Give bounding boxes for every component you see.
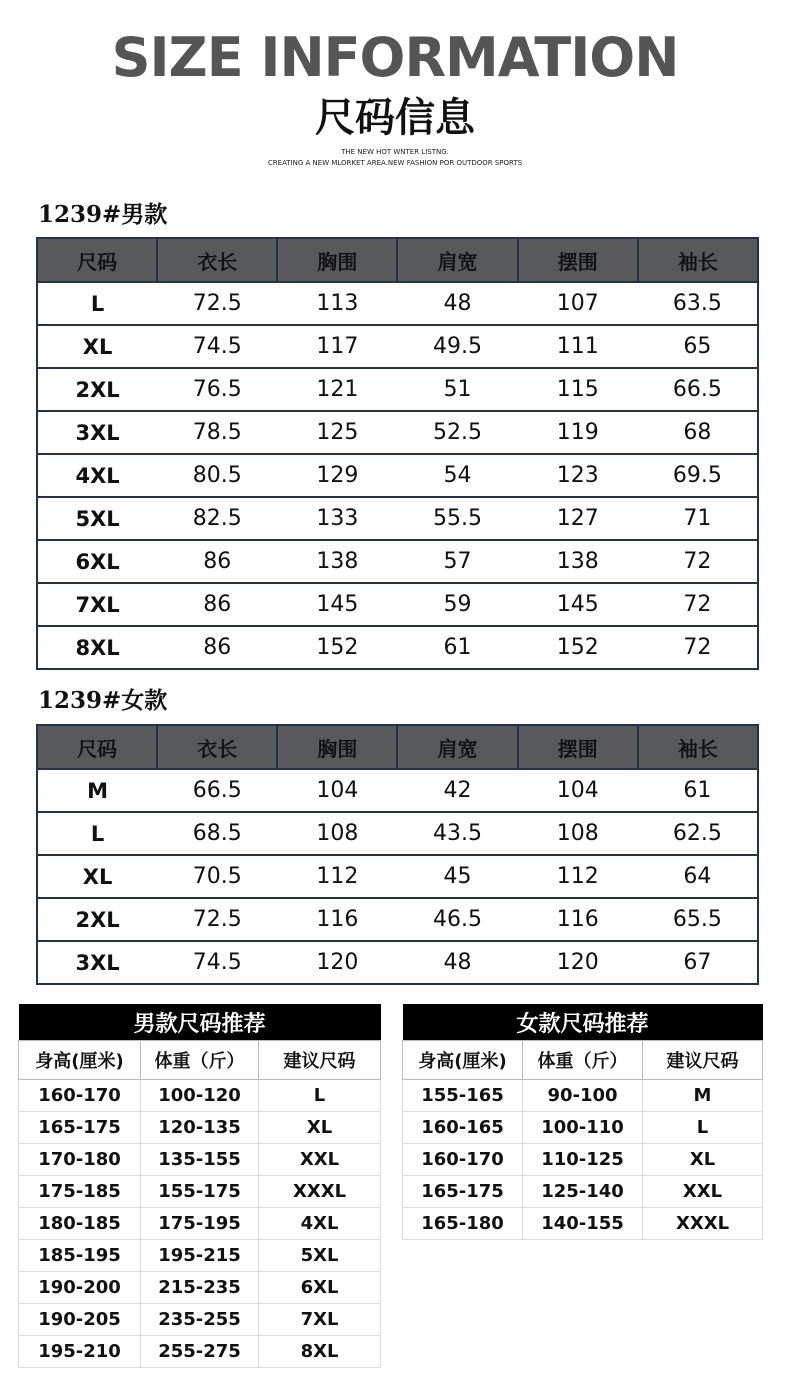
table-row (19, 1208, 381, 1240)
tagline-1: THE NEW HOT WNTER LISTNG. (341, 148, 449, 156)
table-cell: 165-175 (403, 1176, 523, 1208)
men-size-table (36, 237, 759, 670)
table-cell: 66.5 (157, 769, 277, 812)
table-cell: 61 (638, 769, 758, 812)
table-row (37, 497, 758, 540)
table-cell: XXXL (259, 1176, 381, 1208)
table-cell: 59 (397, 583, 517, 626)
table-row (37, 325, 758, 368)
table-cell: 175-185 (19, 1176, 141, 1208)
table-cell: M (643, 1080, 763, 1112)
table-cell: 90-100 (523, 1080, 643, 1112)
table-row (403, 1208, 763, 1240)
table-cell: 152 (518, 626, 638, 669)
table-cell: 108 (277, 812, 397, 855)
table-row (19, 1176, 381, 1208)
table-cell: 80.5 (157, 454, 277, 497)
table-row (403, 1112, 763, 1144)
table-cell: 123 (518, 454, 638, 497)
col-header: 胸围 (277, 725, 397, 769)
col-header: 尺码 (37, 238, 157, 282)
table-cell: 51 (397, 368, 517, 411)
table-cell: 69.5 (638, 454, 758, 497)
table-cell: 46.5 (397, 898, 517, 941)
table-cell: 235-255 (141, 1304, 259, 1336)
col-header: 摆围 (518, 725, 638, 769)
table-cell: 86 (157, 540, 277, 583)
table-row (37, 898, 758, 941)
table-cell: 72.5 (157, 282, 277, 325)
women-recommend-table (402, 1004, 763, 1240)
table-cell: 112 (518, 855, 638, 898)
table-cell: 68.5 (157, 812, 277, 855)
col-header: 肩宽 (397, 725, 517, 769)
col-header: 身高(厘米) (403, 1041, 523, 1080)
men-size-header-row (37, 238, 758, 282)
table-cell: 4XL (259, 1208, 381, 1240)
table-cell: 8XL (259, 1336, 381, 1368)
table-cell: 125 (277, 411, 397, 454)
table-cell: 180-185 (19, 1208, 141, 1240)
table-cell: 55.5 (397, 497, 517, 540)
table-row (19, 1112, 381, 1144)
table-cell: 2XL (37, 898, 157, 941)
table-cell: 4XL (37, 454, 157, 497)
women-table-label: 1239#女款 (38, 687, 168, 714)
table-cell: 127 (518, 497, 638, 540)
table-cell: 145 (518, 583, 638, 626)
table-cell: 7XL (259, 1304, 381, 1336)
table-cell: 170-180 (19, 1144, 141, 1176)
table-cell: L (37, 282, 157, 325)
table-cell: 48 (397, 941, 517, 984)
table-cell: 72 (638, 583, 758, 626)
table-cell: 215-235 (141, 1272, 259, 1304)
table-cell: 112 (277, 855, 397, 898)
table-cell: 72 (638, 626, 758, 669)
table-cell: 7XL (37, 583, 157, 626)
table-row (37, 812, 758, 855)
table-cell: 63.5 (638, 282, 758, 325)
table-cell: 86 (157, 583, 277, 626)
table-row (37, 411, 758, 454)
table-cell: 135-155 (141, 1144, 259, 1176)
col-header: 体重（斤） (141, 1041, 259, 1080)
table-cell: 2XL (37, 368, 157, 411)
table-row (37, 769, 758, 812)
table-cell: 155-175 (141, 1176, 259, 1208)
table-cell: XXL (259, 1144, 381, 1176)
table-cell: 100-110 (523, 1112, 643, 1144)
table-cell: 160-165 (403, 1112, 523, 1144)
table-cell: 86 (157, 626, 277, 669)
table-cell: 138 (518, 540, 638, 583)
table-cell: 145 (277, 583, 397, 626)
table-cell: 71 (638, 497, 758, 540)
table-cell: 115 (518, 368, 638, 411)
table-row (19, 1240, 381, 1272)
col-header: 摆围 (518, 238, 638, 282)
table-cell: 140-155 (523, 1208, 643, 1240)
table-cell: 133 (277, 497, 397, 540)
table-row (37, 540, 758, 583)
col-header: 尺码 (37, 725, 157, 769)
col-header: 衣长 (157, 725, 277, 769)
table-row (19, 1144, 381, 1176)
col-header: 身高(厘米) (19, 1041, 141, 1080)
table-row (19, 1336, 381, 1368)
table-cell: 72 (638, 540, 758, 583)
col-header: 肩宽 (397, 238, 517, 282)
table-cell: M (37, 769, 157, 812)
table-row (37, 282, 758, 325)
table-cell: 82.5 (157, 497, 277, 540)
table-cell: 61 (397, 626, 517, 669)
table-cell: 255-275 (141, 1336, 259, 1368)
table-row (403, 1080, 763, 1112)
col-header: 衣长 (157, 238, 277, 282)
table-cell: 3XL (37, 411, 157, 454)
table-cell: 48 (397, 282, 517, 325)
table-row (37, 454, 758, 497)
table-cell: 5XL (259, 1240, 381, 1272)
table-cell: 165-175 (19, 1112, 141, 1144)
table-row (37, 855, 758, 898)
table-cell: XXXL (643, 1208, 763, 1240)
col-header: 建议尺码 (643, 1041, 763, 1080)
table-row (403, 1144, 763, 1176)
table-cell: XXL (643, 1176, 763, 1208)
men-recommend-table (18, 1004, 381, 1368)
table-row (19, 1304, 381, 1336)
table-cell: L (259, 1080, 381, 1112)
table-cell: 78.5 (157, 411, 277, 454)
table-cell: 185-195 (19, 1240, 141, 1272)
table-cell: L (37, 812, 157, 855)
table-cell: 5XL (37, 497, 157, 540)
table-cell: 116 (277, 898, 397, 941)
table-cell: 70.5 (157, 855, 277, 898)
tagline-2: CREATING A NEW MLORKET AREA.NEW FASHION POR OUTDOOR SPORTS (267, 159, 523, 167)
table-cell: 190-205 (19, 1304, 141, 1336)
table-cell: XL (643, 1144, 763, 1176)
table-cell: 138 (277, 540, 397, 583)
table-cell: 64 (638, 855, 758, 898)
table-cell: 175-195 (141, 1208, 259, 1240)
table-cell: 155-165 (403, 1080, 523, 1112)
table-cell: 3XL (37, 941, 157, 984)
table-cell: 160-170 (403, 1144, 523, 1176)
table-cell: 66.5 (638, 368, 758, 411)
table-cell: 190-200 (19, 1272, 141, 1304)
men-recommend-title: 男款尺码推荐 (19, 1004, 381, 1041)
table-cell: 52.5 (397, 411, 517, 454)
women-size-table (36, 724, 759, 985)
women-recommend-title: 女款尺码推荐 (403, 1004, 763, 1041)
table-row (37, 583, 758, 626)
table-cell: 6XL (259, 1272, 381, 1304)
table-cell: 104 (518, 769, 638, 812)
table-cell: 195-210 (19, 1336, 141, 1368)
men-table-label: 1239#男款 (38, 201, 168, 228)
table-cell: 129 (277, 454, 397, 497)
table-row (37, 626, 758, 669)
table-row (403, 1176, 763, 1208)
page-title-cn: 尺码信息 (315, 95, 475, 141)
table-cell: 62.5 (638, 812, 758, 855)
table-cell: 67 (638, 941, 758, 984)
table-cell: 6XL (37, 540, 157, 583)
table-cell: 125-140 (523, 1176, 643, 1208)
table-cell: 49.5 (397, 325, 517, 368)
table-cell: 120 (277, 941, 397, 984)
table-cell: 8XL (37, 626, 157, 669)
table-cell: 119 (518, 411, 638, 454)
women-size-header-row (37, 725, 758, 769)
table-cell: 110-125 (523, 1144, 643, 1176)
table-cell: 160-170 (19, 1080, 141, 1112)
table-cell: 117 (277, 325, 397, 368)
table-cell: 68 (638, 411, 758, 454)
table-cell: 195-215 (141, 1240, 259, 1272)
table-cell: 165-180 (403, 1208, 523, 1240)
table-row (37, 941, 758, 984)
table-cell: 107 (518, 282, 638, 325)
table-row (37, 368, 758, 411)
table-cell: 100-120 (141, 1080, 259, 1112)
col-header: 袖长 (638, 725, 758, 769)
table-cell: 65.5 (638, 898, 758, 941)
col-header: 建议尺码 (259, 1041, 381, 1080)
table-cell: 74.5 (157, 325, 277, 368)
col-header: 胸围 (277, 238, 397, 282)
table-row (19, 1080, 381, 1112)
table-cell: 104 (277, 769, 397, 812)
table-cell: 45 (397, 855, 517, 898)
table-cell: 54 (397, 454, 517, 497)
table-cell: 152 (277, 626, 397, 669)
col-header: 袖长 (638, 238, 758, 282)
table-row (19, 1272, 381, 1304)
table-cell: 116 (518, 898, 638, 941)
table-cell: 121 (277, 368, 397, 411)
table-cell: 111 (518, 325, 638, 368)
table-cell: 76.5 (157, 368, 277, 411)
table-cell: 120 (518, 941, 638, 984)
table-cell: 113 (277, 282, 397, 325)
table-cell: 74.5 (157, 941, 277, 984)
table-cell: 65 (638, 325, 758, 368)
col-header: 体重（斤） (523, 1041, 643, 1080)
table-cell: 108 (518, 812, 638, 855)
table-cell: XL (259, 1112, 381, 1144)
page-title-en: SIZE INFORMATION (111, 26, 679, 89)
table-cell: 120-135 (141, 1112, 259, 1144)
table-cell: 43.5 (397, 812, 517, 855)
table-cell: XL (37, 855, 157, 898)
table-cell: 72.5 (157, 898, 277, 941)
table-cell: XL (37, 325, 157, 368)
table-cell: 57 (397, 540, 517, 583)
table-cell: 42 (397, 769, 517, 812)
table-cell: L (643, 1112, 763, 1144)
